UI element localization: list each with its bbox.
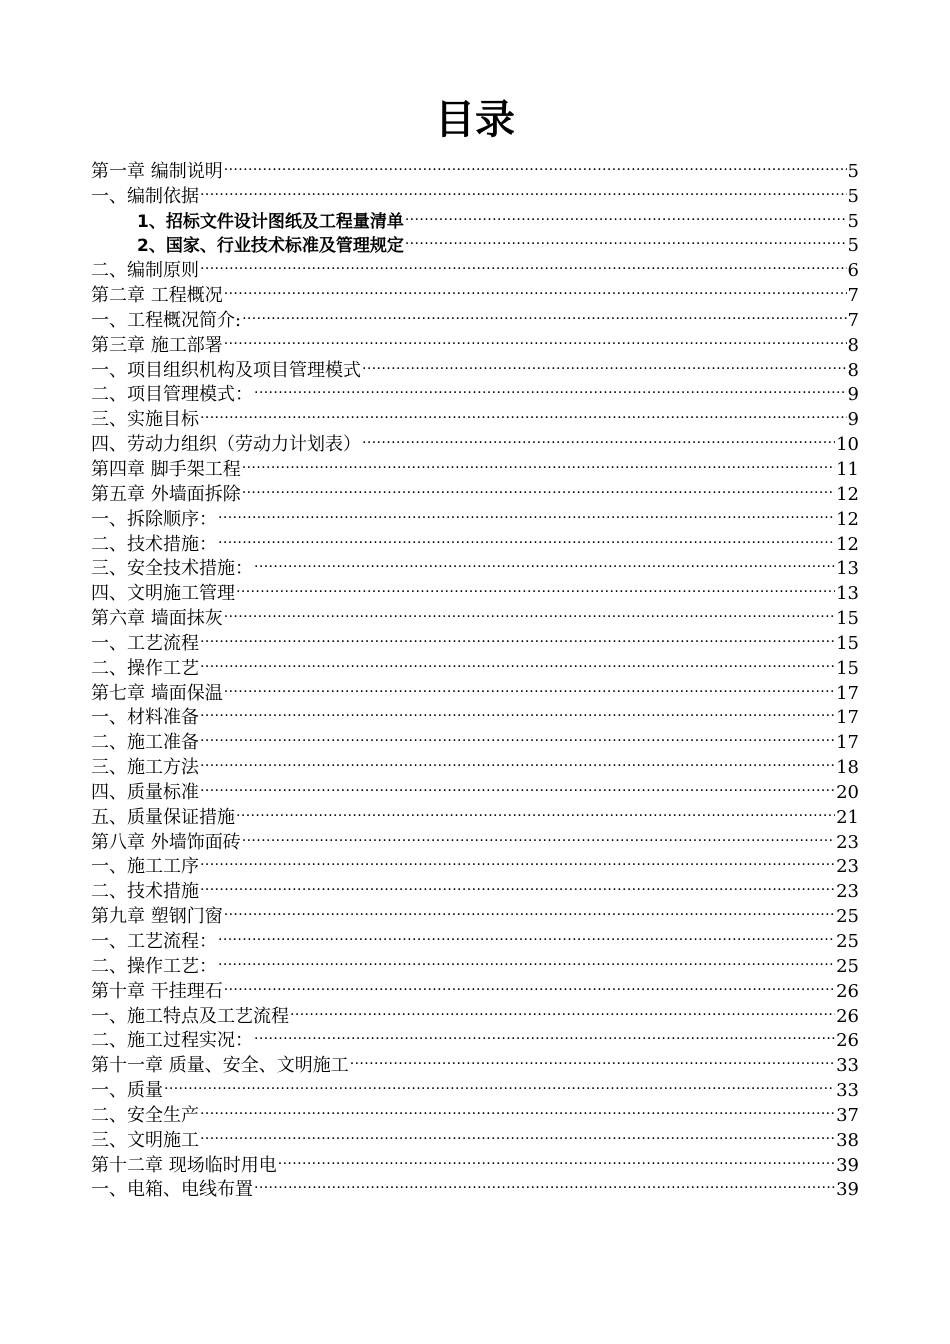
toc-entry-text: 1、招标文件设计图纸及工程量清单 xyxy=(137,211,404,232)
toc-page-number: 5 xyxy=(847,160,859,182)
toc-page-number: 5 xyxy=(847,185,859,207)
toc-dot-leader xyxy=(236,574,835,599)
toc-entry-text: 二、安全生产 xyxy=(91,1104,199,1126)
toc-page-number: 7 xyxy=(847,309,859,331)
toc-entry-text: 第一章 编制说明 xyxy=(91,160,223,182)
toc-dot-leader xyxy=(254,376,847,401)
toc-entry[interactable] xyxy=(91,276,859,307)
toc-page-number: 38 xyxy=(836,1129,859,1151)
toc-entry-text: 二、操作工艺： xyxy=(91,955,217,977)
toc-entry[interactable] xyxy=(91,425,859,456)
toc-dot-leader xyxy=(224,599,835,624)
toc-entry[interactable] xyxy=(91,773,859,803)
toc-page-number: 25 xyxy=(836,931,859,952)
toc-entry[interactable] xyxy=(91,848,859,878)
toc-dot-leader xyxy=(224,674,835,699)
toc-dot-leader xyxy=(218,500,835,525)
toc-entry-text: 四、文明施工管理 xyxy=(91,583,235,605)
toc-dot-leader xyxy=(218,525,835,550)
toc-dot-leader xyxy=(200,624,835,649)
toc-dot-leader xyxy=(218,947,835,972)
toc-page-number: 10 xyxy=(836,434,859,456)
toc-dot-leader xyxy=(242,475,835,500)
toc-dot-leader xyxy=(200,649,835,674)
toc-page-number: 13 xyxy=(836,583,859,605)
toc-page-number: 23 xyxy=(836,856,859,878)
toc-entry-text: 四、劳动力组织（劳动力计划表） xyxy=(91,434,361,456)
toc-dot-leader xyxy=(242,823,835,848)
toc-dot-leader xyxy=(362,425,835,450)
toc-entry-text: 一、项目组织机构及项目管理模式 xyxy=(91,359,361,381)
toc-entry-text: 一、施工特点及工艺流程 xyxy=(91,1005,289,1027)
toc-dot-leader xyxy=(405,227,847,252)
toc-page-number: 12 xyxy=(836,508,859,530)
toc-page-number: 6 xyxy=(847,260,859,282)
toc-page-number: 33 xyxy=(836,1055,859,1077)
toc-entry[interactable] xyxy=(91,699,859,729)
toc-entry[interactable] xyxy=(91,152,859,182)
toc-page-number: 26 xyxy=(836,980,859,1002)
toc-entry-text: 第三章 施工部署 xyxy=(91,334,223,356)
toc-dot-leader xyxy=(242,450,835,475)
toc-page-number: 12 xyxy=(836,533,859,555)
toc-entry[interactable] xyxy=(91,674,859,704)
toc-page-number: 5 xyxy=(847,235,859,257)
toc-page-number: 25 xyxy=(836,955,859,977)
toc-dot-leader xyxy=(254,1171,835,1196)
toc-entry-text: 一、编制依据 xyxy=(91,185,199,207)
toc-entry-text: 二、项目管理模式： xyxy=(91,384,253,406)
toc-entry[interactable] xyxy=(91,897,859,928)
toc-entry[interactable] xyxy=(91,798,859,828)
toc-entry-text: 二、技术措施 xyxy=(91,881,199,903)
toc-page-number: 26 xyxy=(836,1030,859,1052)
toc-entry[interactable] xyxy=(91,1096,859,1126)
toc-dot-leader xyxy=(224,897,835,922)
toc-dot-leader xyxy=(242,301,846,326)
toc-dot-leader xyxy=(224,276,847,301)
toc-dot-leader xyxy=(278,1146,835,1171)
toc-entry-text: 二、技术措施： xyxy=(91,533,217,555)
toc-entry-text: 二、施工过程实况： xyxy=(91,1030,253,1052)
toc-page-number: 26 xyxy=(836,1005,859,1027)
toc-entry[interactable] xyxy=(91,400,859,431)
toc-title: 目录 xyxy=(435,97,515,143)
toc-entry[interactable] xyxy=(91,872,859,903)
toc-dot-leader xyxy=(290,997,835,1022)
toc-entry-text: 第六章 墙面抹灰 xyxy=(91,608,223,630)
toc-dot-leader xyxy=(200,177,847,202)
toc-entry[interactable] xyxy=(91,202,859,232)
toc-page-number: 12 xyxy=(836,483,859,505)
toc-entry-text: 一、质量 xyxy=(91,1080,163,1102)
toc-page-number: 17 xyxy=(836,732,859,754)
toc-entry-text: 第十章 干挂理石 xyxy=(91,980,223,1002)
toc-dot-leader xyxy=(200,872,835,897)
toc-entry-text: 三、文明施工 xyxy=(91,1129,199,1151)
toc-page-number: 21 xyxy=(836,806,859,828)
toc-page-number: 39 xyxy=(836,1154,859,1176)
toc-dot-leader xyxy=(218,922,835,947)
toc-entry-text: 一、材料准备 xyxy=(91,707,199,729)
toc-entry-text: 一、电箱、电线布置 xyxy=(91,1179,253,1201)
toc-page-number: 33 xyxy=(836,1080,859,1102)
toc-page-number: 23 xyxy=(836,831,859,853)
toc-entry-text: 一、施工工序 xyxy=(91,856,199,878)
toc-entry-text: 四、质量标准 xyxy=(91,781,199,803)
toc-page-number: 8 xyxy=(847,359,859,381)
toc-page-number: 9 xyxy=(847,409,859,431)
toc-entry[interactable] xyxy=(91,1146,859,1176)
toc-dot-leader xyxy=(200,400,847,425)
toc-entry-text: 第四章 脚手架工程 xyxy=(91,458,241,480)
toc-dot-leader xyxy=(362,351,847,376)
toc-dot-leader xyxy=(200,723,835,748)
toc-entry-text: 一、拆除顺序： xyxy=(91,508,217,530)
toc-dot-leader xyxy=(200,848,835,873)
toc-page-number: 5 xyxy=(847,210,859,232)
toc-page-number: 8 xyxy=(847,334,859,356)
toc-entry[interactable] xyxy=(91,1121,859,1151)
toc-entry-text: 第十二章 现场临时用电 xyxy=(91,1154,277,1176)
toc-entry-text: 第五章 外墙面拆除 xyxy=(91,483,241,505)
toc-entry-text: 第七章 墙面保温 xyxy=(91,682,223,704)
toc-page-number: 15 xyxy=(836,608,859,630)
toc-entry[interactable] xyxy=(91,177,859,207)
toc-page-number: 15 xyxy=(836,657,859,679)
toc-entry[interactable] xyxy=(91,649,859,679)
toc-entry-text: 一、工艺流程 xyxy=(91,632,199,654)
toc-entry-text: 二、操作工艺 xyxy=(91,657,199,679)
toc-page-number: 23 xyxy=(836,881,859,903)
toc-page-number: 7 xyxy=(847,285,859,307)
toc-dot-leader xyxy=(164,1071,835,1096)
toc-entry-text: 一、工艺流程： xyxy=(91,931,217,952)
toc-entry[interactable] xyxy=(91,723,859,754)
toc-dot-leader xyxy=(405,202,847,227)
toc-dot-leader xyxy=(200,251,847,276)
toc-entry-text: 第八章 外墙饰面砖 xyxy=(91,831,241,853)
toc-entry-text: 二、编制原则 xyxy=(91,260,199,282)
toc-page-number: 37 xyxy=(836,1104,859,1126)
toc-dot-leader xyxy=(200,773,835,798)
toc-entry-text: 三、实施目标 xyxy=(91,409,199,431)
toc-dot-leader xyxy=(200,1096,835,1121)
toc-entry-text: 二、施工准备 xyxy=(91,732,199,754)
toc-list xyxy=(91,152,859,1201)
toc-entry[interactable] xyxy=(91,1071,859,1102)
toc-page-number: 11 xyxy=(836,458,859,480)
toc-dot-leader xyxy=(200,1121,835,1146)
toc-page-number: 13 xyxy=(836,558,859,580)
toc-page-number: 9 xyxy=(847,384,859,406)
toc-page-number: 20 xyxy=(836,781,859,803)
toc-dot-leader xyxy=(224,326,847,351)
toc-entry-text: 2、国家、行业技术标准及管理规定 xyxy=(137,236,404,257)
toc-dot-leader xyxy=(254,550,835,575)
toc-entry[interactable] xyxy=(91,251,859,282)
toc-dot-leader xyxy=(200,748,835,773)
toc-entry[interactable] xyxy=(91,624,859,654)
toc-page-number: 15 xyxy=(836,632,859,654)
toc-entry-text: 第二章 工程概况 xyxy=(91,285,223,307)
toc-entry-text: 第九章 塑钢门窗 xyxy=(91,906,223,928)
toc-entry-text: 第十一章 质量、安全、文明施工 xyxy=(91,1055,349,1077)
toc-entry[interactable] xyxy=(91,748,859,779)
toc-dot-leader xyxy=(254,1022,835,1047)
toc-page-number: 39 xyxy=(836,1179,859,1201)
toc-dot-leader xyxy=(224,152,847,177)
toc-page-number: 17 xyxy=(836,707,859,729)
toc-dot-leader xyxy=(200,699,835,724)
toc-entry-text: 三、安全技术措施： xyxy=(91,558,253,580)
toc-dot-leader xyxy=(236,798,835,823)
toc-page-number: 18 xyxy=(836,757,859,779)
toc-page-number: 25 xyxy=(836,906,859,928)
toc-dot-leader xyxy=(224,972,835,997)
toc-page-number: 17 xyxy=(836,682,859,704)
toc-entry-text: 三、施工方法 xyxy=(91,757,199,779)
toc-entry-text: 一、工程概况简介: xyxy=(91,309,242,331)
toc-dot-leader xyxy=(350,1046,835,1071)
toc-entry-text: 五、质量保证措施 xyxy=(91,806,235,828)
